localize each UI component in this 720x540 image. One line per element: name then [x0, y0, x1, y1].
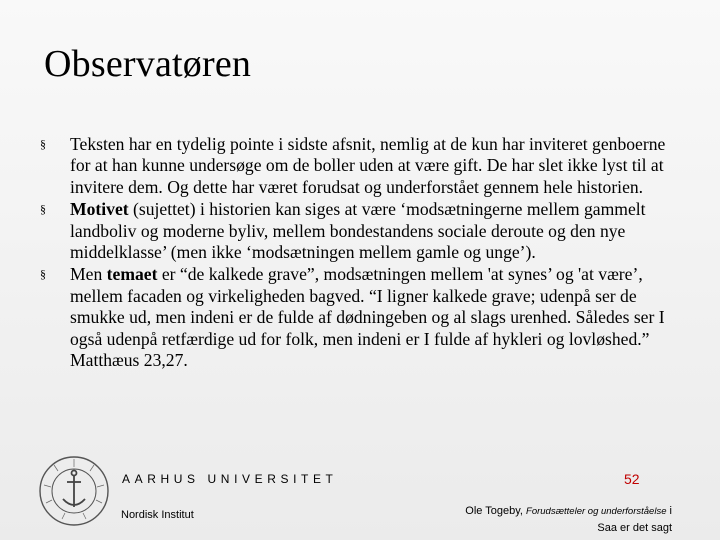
- bullet-text: er “de kalkede grave”, modsætningen mellem 'at synes’ og 'at være’, mellem facaden og virkeligheden bagved. “I ligner kalkede grave; udenpå ser de smukke ud, men indeni er de fulde af dødningeben og al slags urenhed. Således ser I også udenpå retfærdige ud for folk, men indeni er I fulde af hykleri og lovløshed.” Matthæus 23,27.: [70, 264, 665, 371]
- bullet-pre: Men: [70, 264, 107, 285]
- bullet-item: [40, 199, 680, 263]
- footer-line2: Saa er det sagt: [597, 522, 672, 534]
- slide-title: Observatøren: [44, 43, 252, 85]
- footer-subtitle: Forudsætteler og underforståelse: [526, 506, 667, 517]
- bullet-bold: Motivet: [70, 199, 129, 220]
- footer-author: Ole Togeby,: [465, 505, 523, 517]
- institute-name: Nordisk Institut: [121, 509, 194, 521]
- bullet-text: (sujettet) i historien kan siges at være ‘modsætningerne mellem gammelt landboliv og moderne byliv, mellem bondestandens sociale deroute og den nye middelklasse’ (men ikke ‘modsætningen mellem gamle og unge’).: [70, 199, 646, 263]
- university-seal-icon: [38, 455, 110, 527]
- footer-credit: [372, 503, 672, 536]
- bullet-item: [40, 264, 680, 371]
- bullet-bold: temaet: [106, 264, 158, 285]
- bullet-marker-icon: §: [40, 267, 46, 282]
- footer-tail: i: [669, 505, 672, 517]
- bullet-item: [40, 134, 680, 198]
- bullet-text: Teksten har en tydelig pointe i sidste afsnit, nemlig at de kun har inviteret genboerne for at han kunne undersøge om de boller uden at være gift. De har slet ikke lyst til at invitere dem. Og dette har været forudsat og underforstået gennem hele historien.: [70, 134, 666, 197]
- page-number: 52: [624, 471, 640, 487]
- bullet-list: [40, 134, 680, 372]
- university-name: AARHUS UNIVERSITET: [122, 472, 338, 486]
- bullet-marker-icon: §: [40, 202, 46, 217]
- bullet-marker-icon: §: [40, 137, 46, 151]
